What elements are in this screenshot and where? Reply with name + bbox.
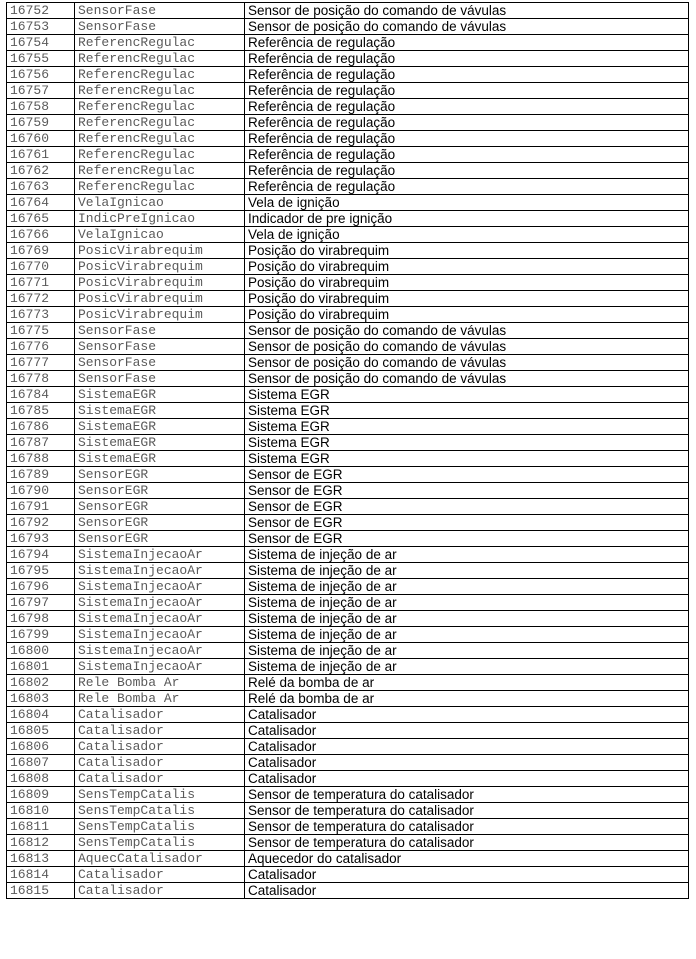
- table-row: [7, 355, 689, 371]
- description-cell: Posição do virabrequim: [245, 243, 689, 259]
- fault-code-cell: 16769: [7, 243, 75, 259]
- fault-code-table: [6, 2, 689, 899]
- fault-code-cell: 16766: [7, 227, 75, 243]
- fault-code-cell: 16800: [7, 643, 75, 659]
- component-name-cell: Catalisador: [75, 707, 245, 723]
- fault-code-cell: 16791: [7, 499, 75, 515]
- fault-code-cell: 16790: [7, 483, 75, 499]
- fault-code-cell: 16757: [7, 83, 75, 99]
- component-name-cell: ReferencRegulac: [75, 115, 245, 131]
- fault-code-cell: 16770: [7, 259, 75, 275]
- table-row: [7, 403, 689, 419]
- component-name-cell: ReferencRegulac: [75, 131, 245, 147]
- table-row: [7, 51, 689, 67]
- fault-code-cell: 16803: [7, 691, 75, 707]
- table-row: [7, 67, 689, 83]
- description-cell: Sistema de injeção de ar: [245, 659, 689, 675]
- fault-code-cell: 16763: [7, 179, 75, 195]
- table-row: [7, 371, 689, 387]
- description-cell: Vela de ignição: [245, 195, 689, 211]
- table-row: [7, 707, 689, 723]
- description-cell: Sistema EGR: [245, 403, 689, 419]
- description-cell: Referência de regulação: [245, 179, 689, 195]
- fault-code-cell: 16762: [7, 163, 75, 179]
- component-name-cell: ReferencRegulac: [75, 67, 245, 83]
- table-row: [7, 851, 689, 867]
- component-name-cell: SensorFase: [75, 3, 245, 19]
- description-cell: Relé da bomba de ar: [245, 675, 689, 691]
- description-cell: Sistema de injeção de ar: [245, 547, 689, 563]
- component-name-cell: SensorEGR: [75, 467, 245, 483]
- fault-code-cell: 16759: [7, 115, 75, 131]
- description-cell: Referência de regulação: [245, 51, 689, 67]
- description-cell: Sensor de EGR: [245, 515, 689, 531]
- table-row: [7, 99, 689, 115]
- table-row: [7, 419, 689, 435]
- fault-code-cell: 16805: [7, 723, 75, 739]
- fault-code-cell: 16755: [7, 51, 75, 67]
- fault-code-cell: 16775: [7, 323, 75, 339]
- fault-code-cell: 16799: [7, 627, 75, 643]
- table-row: [7, 451, 689, 467]
- component-name-cell: PosicVirabrequim: [75, 307, 245, 323]
- component-name-cell: SensTempCatalis: [75, 819, 245, 835]
- component-name-cell: SistemaInjecaoAr: [75, 627, 245, 643]
- description-cell: Sistema de injeção de ar: [245, 595, 689, 611]
- table-row: [7, 675, 689, 691]
- description-cell: Posição do virabrequim: [245, 307, 689, 323]
- component-name-cell: SistemaInjecaoAr: [75, 643, 245, 659]
- table-row: [7, 867, 689, 883]
- description-cell: Catalisador: [245, 883, 689, 899]
- fault-code-cell: 16776: [7, 339, 75, 355]
- fault-code-cell: 16804: [7, 707, 75, 723]
- component-name-cell: ReferencRegulac: [75, 163, 245, 179]
- component-name-cell: Catalisador: [75, 771, 245, 787]
- table-row: [7, 259, 689, 275]
- fault-code-cell: 16798: [7, 611, 75, 627]
- table-row: [7, 499, 689, 515]
- table-row: [7, 195, 689, 211]
- component-name-cell: SistemaInjecaoAr: [75, 563, 245, 579]
- description-cell: Referência de regulação: [245, 147, 689, 163]
- fault-code-cell: 16801: [7, 659, 75, 675]
- fault-code-cell: 16793: [7, 531, 75, 547]
- fault-code-cell: 16812: [7, 835, 75, 851]
- table-row: [7, 131, 689, 147]
- table-row: [7, 579, 689, 595]
- component-name-cell: SensorEGR: [75, 499, 245, 515]
- component-name-cell: SensorEGR: [75, 515, 245, 531]
- component-name-cell: SensorFase: [75, 19, 245, 35]
- fault-code-cell: 16758: [7, 99, 75, 115]
- table-row: [7, 339, 689, 355]
- component-name-cell: SensorFase: [75, 323, 245, 339]
- fault-code-cell: 16792: [7, 515, 75, 531]
- table-row: [7, 691, 689, 707]
- description-cell: Sistema de injeção de ar: [245, 563, 689, 579]
- description-cell: Sensor de posição do comando de vávulas: [245, 355, 689, 371]
- component-name-cell: Rele Bomba Ar: [75, 691, 245, 707]
- component-name-cell: VelaIgnicao: [75, 227, 245, 243]
- component-name-cell: ReferencRegulac: [75, 35, 245, 51]
- component-name-cell: AquecCatalisador: [75, 851, 245, 867]
- component-name-cell: Catalisador: [75, 867, 245, 883]
- component-name-cell: ReferencRegulac: [75, 99, 245, 115]
- fault-code-cell: 16761: [7, 147, 75, 163]
- table-row: [7, 723, 689, 739]
- table-row: [7, 771, 689, 787]
- table-row: [7, 147, 689, 163]
- table-row: [7, 435, 689, 451]
- component-name-cell: SistemaInjecaoAr: [75, 595, 245, 611]
- fault-code-cell: 16772: [7, 291, 75, 307]
- description-cell: Sensor de posição do comando de vávulas: [245, 323, 689, 339]
- table-row: [7, 179, 689, 195]
- table-row: [7, 115, 689, 131]
- description-cell: Sistema EGR: [245, 387, 689, 403]
- fault-code-cell: 16784: [7, 387, 75, 403]
- fault-code-cell: 16813: [7, 851, 75, 867]
- description-cell: Sistema EGR: [245, 435, 689, 451]
- component-name-cell: ReferencRegulac: [75, 83, 245, 99]
- component-name-cell: IndicPreIgnicao: [75, 211, 245, 227]
- description-cell: Sistema de injeção de ar: [245, 627, 689, 643]
- description-cell: Vela de ignição: [245, 227, 689, 243]
- fault-code-cell: 16815: [7, 883, 75, 899]
- table-row: [7, 387, 689, 403]
- component-name-cell: SistemaInjecaoAr: [75, 547, 245, 563]
- table-row: [7, 35, 689, 51]
- component-name-cell: ReferencRegulac: [75, 147, 245, 163]
- description-cell: Referência de regulação: [245, 83, 689, 99]
- description-cell: Referência de regulação: [245, 115, 689, 131]
- fault-code-cell: 16789: [7, 467, 75, 483]
- description-cell: Sensor de EGR: [245, 467, 689, 483]
- table-row: [7, 835, 689, 851]
- description-cell: Sistema EGR: [245, 451, 689, 467]
- description-cell: Sensor de temperatura do catalisador: [245, 787, 689, 803]
- component-name-cell: Catalisador: [75, 883, 245, 899]
- description-cell: Posição do virabrequim: [245, 259, 689, 275]
- description-cell: Posição do virabrequim: [245, 291, 689, 307]
- description-cell: Sensor de temperatura do catalisador: [245, 819, 689, 835]
- description-cell: Sensor de posição do comando de vávulas: [245, 19, 689, 35]
- description-cell: Catalisador: [245, 707, 689, 723]
- fault-code-cell: 16756: [7, 67, 75, 83]
- table-row: [7, 531, 689, 547]
- description-cell: Relé da bomba de ar: [245, 691, 689, 707]
- component-name-cell: PosicVirabrequim: [75, 275, 245, 291]
- description-cell: Referência de regulação: [245, 99, 689, 115]
- component-name-cell: PosicVirabrequim: [75, 243, 245, 259]
- description-cell: Sensor de temperatura do catalisador: [245, 835, 689, 851]
- fault-code-cell: 16806: [7, 739, 75, 755]
- component-name-cell: SistemaInjecaoAr: [75, 659, 245, 675]
- table-row: [7, 275, 689, 291]
- component-name-cell: SistemaInjecaoAr: [75, 611, 245, 627]
- fault-code-rows: [7, 3, 689, 899]
- table-row: [7, 819, 689, 835]
- component-name-cell: PosicVirabrequim: [75, 259, 245, 275]
- component-name-cell: SistemaEGR: [75, 419, 245, 435]
- table-row: [7, 547, 689, 563]
- component-name-cell: SensorFase: [75, 371, 245, 387]
- fault-code-cell: 16754: [7, 35, 75, 51]
- table-row: [7, 643, 689, 659]
- description-cell: Sistema de injeção de ar: [245, 643, 689, 659]
- description-cell: Sensor de posição do comando de vávulas: [245, 371, 689, 387]
- description-cell: Sensor de EGR: [245, 483, 689, 499]
- fault-code-cell: 16807: [7, 755, 75, 771]
- description-cell: Referência de regulação: [245, 35, 689, 51]
- table-row: [7, 243, 689, 259]
- component-name-cell: SensorFase: [75, 339, 245, 355]
- component-name-cell: PosicVirabrequim: [75, 291, 245, 307]
- fault-code-cell: 16771: [7, 275, 75, 291]
- table-row: [7, 163, 689, 179]
- table-row: [7, 883, 689, 899]
- table-row: [7, 659, 689, 675]
- fault-code-cell: 16786: [7, 419, 75, 435]
- description-cell: Aquecedor do catalisador: [245, 851, 689, 867]
- fault-code-cell: 16778: [7, 371, 75, 387]
- description-cell: Sistema EGR: [245, 419, 689, 435]
- component-name-cell: ReferencRegulac: [75, 51, 245, 67]
- component-name-cell: SistemaEGR: [75, 435, 245, 451]
- fault-code-cell: 16810: [7, 803, 75, 819]
- fault-code-cell: 16785: [7, 403, 75, 419]
- component-name-cell: SensTempCatalis: [75, 803, 245, 819]
- description-cell: Posição do virabrequim: [245, 275, 689, 291]
- fault-code-cell: 16809: [7, 787, 75, 803]
- component-name-cell: ReferencRegulac: [75, 179, 245, 195]
- table-row: [7, 755, 689, 771]
- fault-code-cell: 16802: [7, 675, 75, 691]
- table-row: [7, 483, 689, 499]
- table-row: [7, 83, 689, 99]
- table-row: [7, 787, 689, 803]
- description-cell: Referência de regulação: [245, 131, 689, 147]
- description-cell: Sensor de EGR: [245, 499, 689, 515]
- fault-code-cell: 16765: [7, 211, 75, 227]
- component-name-cell: SensTempCatalis: [75, 787, 245, 803]
- table-row: [7, 595, 689, 611]
- fault-code-cell: 16811: [7, 819, 75, 835]
- component-name-cell: Catalisador: [75, 723, 245, 739]
- fault-code-cell: 16788: [7, 451, 75, 467]
- description-cell: Catalisador: [245, 771, 689, 787]
- component-name-cell: VelaIgnicao: [75, 195, 245, 211]
- table-row: [7, 291, 689, 307]
- fault-code-cell: 16760: [7, 131, 75, 147]
- fault-code-cell: 16795: [7, 563, 75, 579]
- component-name-cell: SistemaEGR: [75, 387, 245, 403]
- description-cell: Catalisador: [245, 867, 689, 883]
- component-name-cell: Catalisador: [75, 755, 245, 771]
- table-row: [7, 627, 689, 643]
- fault-code-cell: 16753: [7, 19, 75, 35]
- table-row: [7, 211, 689, 227]
- component-name-cell: SistemaEGR: [75, 403, 245, 419]
- fault-code-cell: 16797: [7, 595, 75, 611]
- fault-code-cell: 16787: [7, 435, 75, 451]
- description-cell: Indicador de pre ignição: [245, 211, 689, 227]
- description-cell: Catalisador: [245, 739, 689, 755]
- table-row: [7, 739, 689, 755]
- fault-code-cell: 16773: [7, 307, 75, 323]
- table-row: [7, 563, 689, 579]
- description-cell: Sensor de EGR: [245, 531, 689, 547]
- fault-code-cell: 16764: [7, 195, 75, 211]
- table-row: [7, 227, 689, 243]
- component-name-cell: Catalisador: [75, 739, 245, 755]
- description-cell: Catalisador: [245, 723, 689, 739]
- table-row: [7, 467, 689, 483]
- component-name-cell: SensorFase: [75, 355, 245, 371]
- table-row: [7, 307, 689, 323]
- component-name-cell: SistemaEGR: [75, 451, 245, 467]
- description-cell: Sistema de injeção de ar: [245, 611, 689, 627]
- fault-code-cell: 16796: [7, 579, 75, 595]
- component-name-cell: Rele Bomba Ar: [75, 675, 245, 691]
- description-cell: Catalisador: [245, 755, 689, 771]
- fault-code-cell: 16808: [7, 771, 75, 787]
- component-name-cell: SistemaInjecaoAr: [75, 579, 245, 595]
- description-cell: Referência de regulação: [245, 163, 689, 179]
- fault-code-cell: 16752: [7, 3, 75, 19]
- description-cell: Referência de regulação: [245, 67, 689, 83]
- table-row: [7, 3, 689, 19]
- table-row: [7, 611, 689, 627]
- table-row: [7, 19, 689, 35]
- description-cell: Sensor de temperatura do catalisador: [245, 803, 689, 819]
- fault-code-cell: 16794: [7, 547, 75, 563]
- fault-code-cell: 16777: [7, 355, 75, 371]
- fault-code-cell: 16814: [7, 867, 75, 883]
- component-name-cell: SensorEGR: [75, 531, 245, 547]
- description-cell: Sensor de posição do comando de vávulas: [245, 3, 689, 19]
- description-cell: Sistema de injeção de ar: [245, 579, 689, 595]
- table-row: [7, 323, 689, 339]
- component-name-cell: SensorEGR: [75, 483, 245, 499]
- component-name-cell: SensTempCatalis: [75, 835, 245, 851]
- table-row: [7, 803, 689, 819]
- table-row: [7, 515, 689, 531]
- description-cell: Sensor de posição do comando de vávulas: [245, 339, 689, 355]
